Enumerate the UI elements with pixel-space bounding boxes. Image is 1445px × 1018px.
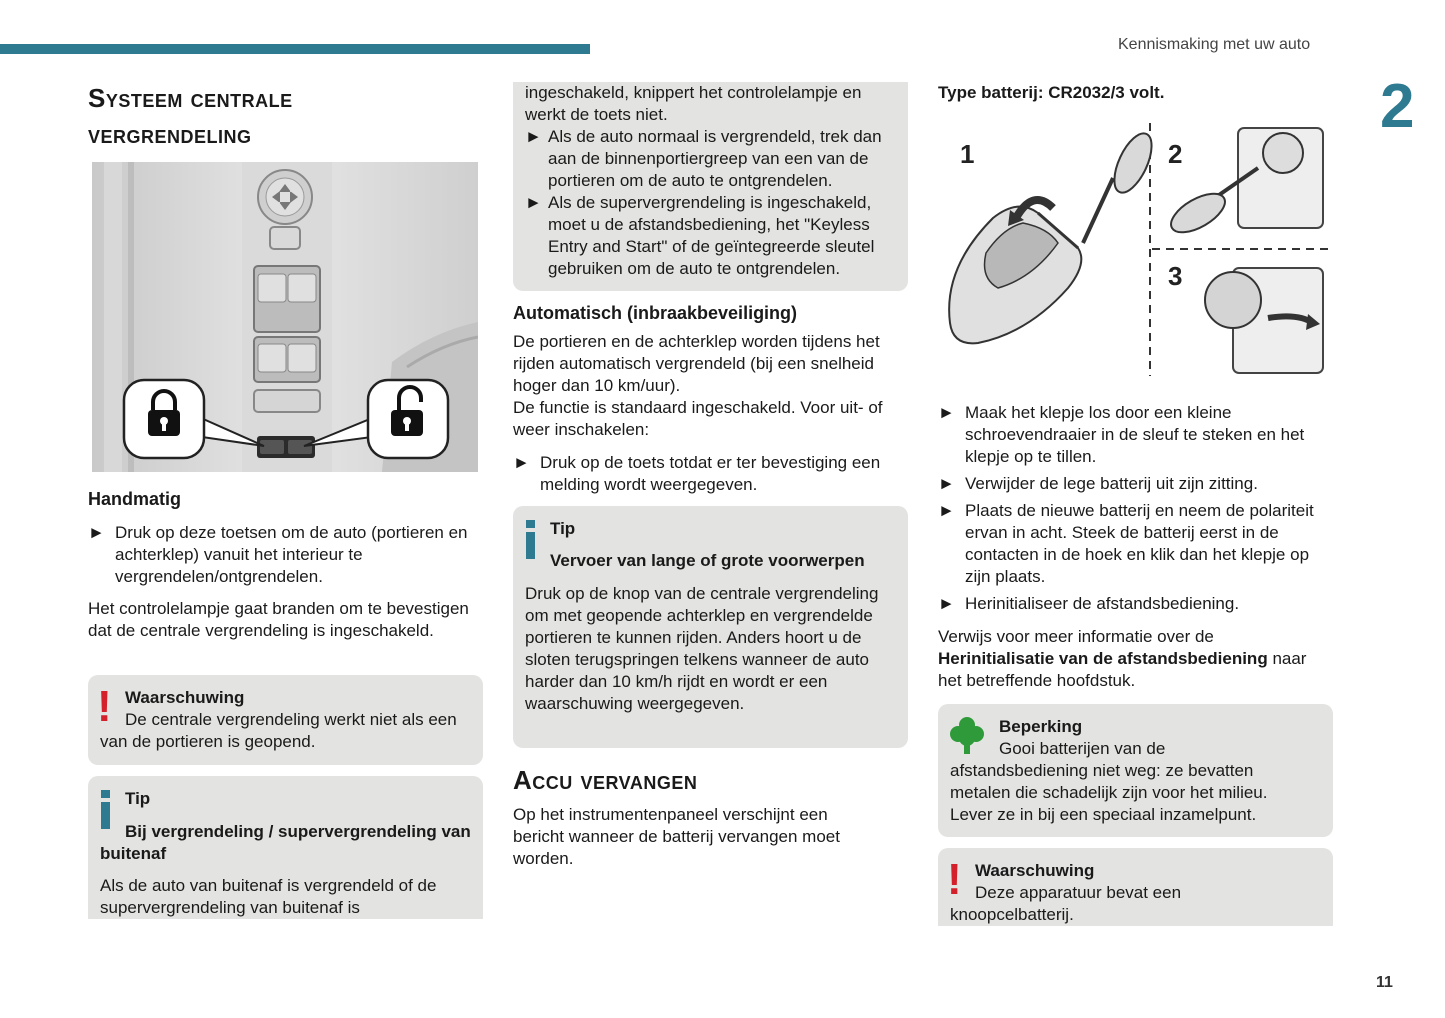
- bullet-text: Herinitialiseer de afstandsbediening.: [965, 594, 1240, 613]
- warning-box-2: [938, 848, 1333, 926]
- tip-continued-text: ingeschakeld, knippert het controlelampje en werkt de toets niet.: [525, 83, 862, 124]
- tip-box-2: [513, 506, 908, 748]
- list-item: [513, 452, 908, 496]
- bullet-text: Verwijder de lege batterij uit zijn zitting.: [965, 474, 1258, 493]
- bullet-arrow-icon: ►: [938, 474, 955, 493]
- page-number: 11: [1376, 974, 1393, 991]
- battery-steps: [938, 402, 1333, 692]
- list-item: [938, 473, 1333, 495]
- list-item: [88, 522, 483, 588]
- list-item: [938, 593, 1333, 615]
- bullet-arrow-icon: ►: [513, 453, 530, 472]
- reference-link-text: Herinitialisatie van de afstandsbediening: [938, 649, 1268, 668]
- door-panel-figure: [92, 162, 478, 472]
- battery-replacement-figure: [938, 118, 1333, 380]
- accu-paragraph: Op het instrumentenpaneel verschijnt een bericht wanneer de batterij vervangen moet worden.: [513, 805, 840, 868]
- bullet-arrow-icon: ►: [88, 523, 105, 542]
- warning-text: De centrale vergrendeling werkt niet als een van de portieren is geopend.: [100, 710, 457, 751]
- tip-continued: [525, 82, 900, 280]
- tip-text: Als de auto van buitenaf is vergrendeld of de supervergrendeling van buitenaf is: [100, 876, 437, 917]
- list-item: [525, 126, 900, 192]
- chapter-number: 2: [1380, 72, 1415, 141]
- reference-text: Verwijs voor meer informatie over de: [938, 627, 1214, 646]
- running-header: Kennismaking met uw auto: [1118, 36, 1311, 53]
- tip2-subtitle: Vervoer van lange of grote voorwerpen: [550, 551, 865, 570]
- column-2-body: [513, 301, 908, 496]
- warning2-title: Waarschuwing: [975, 861, 1095, 880]
- title-line-1: Systeem centrale: [88, 83, 293, 113]
- bullet-text: Druk op de toets totdat er ter bevestiging een melding wordt weergegeven.: [540, 453, 881, 494]
- column-1: [88, 80, 483, 152]
- tip-title: Tip: [125, 789, 151, 808]
- bullet-arrow-icon: ►: [938, 403, 955, 422]
- figure-label-3: 3: [1168, 261, 1183, 291]
- automatic-paragraph-2: De functie is standaard ingeschakeld. Voor uit- of weer inschakelen:: [513, 398, 883, 439]
- manual-heading: Handmatig: [88, 489, 182, 509]
- reference-text-end: naar het betreffende hoofdstuk.: [938, 649, 1307, 690]
- accu-title: Accu vervangen: [513, 765, 698, 795]
- figure-label-1: 1: [960, 139, 975, 169]
- header-accent-bar: [0, 44, 590, 54]
- battery-type-text: Type batterij: CR2032/3 volt.: [938, 83, 1165, 102]
- info-icon: [526, 520, 535, 559]
- figure-label-2: 2: [1168, 139, 1183, 169]
- tip-box: [88, 776, 483, 919]
- automatic-heading: Automatisch (inbraakbeveiliging): [513, 303, 798, 323]
- title-line-2: vergrendeling: [88, 119, 252, 149]
- reference-paragraph: [938, 626, 1333, 692]
- list-item: [938, 500, 1333, 588]
- bullet-text: Maak het klepje los door een kleine schroevendraaier in de sleuf te steken en het klepje op te tillen.: [965, 403, 1305, 466]
- environment-text: Gooi batterijen van de afstandsbediening niet weg: ze bevatten metalen die schadelijk zijn voor het milieu. Lever ze in bij een speciaal inzamelpunt.: [950, 739, 1268, 824]
- tip-box-continued: [513, 82, 908, 291]
- bullet-text: Plaats de nieuwe batterij en neem de polariteit ervan in acht. Steek de batterij eerst in de contacten in de hoek en klik dan het klepje op zijn plaats.: [965, 501, 1314, 586]
- section-title: [88, 80, 483, 152]
- bullet-arrow-icon: ►: [938, 501, 955, 520]
- tip-subtitle: Bij vergrendeling / supervergrendeling van buitenaf: [100, 822, 471, 863]
- environment-box: [938, 704, 1333, 837]
- automatic-paragraph-1: De portieren en de achterklep worden tijdens het rijden automatisch vergrendeld (bij een snelheid hoger dan 10 km/uur).: [513, 332, 880, 395]
- column-1-body: [88, 487, 483, 642]
- bullet-text: Als de auto normaal is vergrendeld, trek dan aan de binnenportiergreep van een van de portieren om de auto te ontgrendelen.: [548, 127, 882, 190]
- warning-title: Waarschuwing: [125, 688, 245, 707]
- tip2-title: Tip: [550, 519, 576, 538]
- list-item: [938, 402, 1333, 468]
- bullet-text: Druk op deze toetsen om de auto (portieren en achterklep) vanuit het interieur te vergrendelen/ontgrendelen.: [115, 523, 468, 586]
- list-item: [525, 192, 900, 280]
- tip2-text: Druk op de knop van de centrale vergrendeling om met geopende achterklep en vergrendelde portieren te kunnen rijden. Anders hoort u de sloten terugspringen telkens wanneer de auto harder dan 10 km/h rijdt en wordt er een waarschuwing weergegeven.: [525, 584, 879, 713]
- manual-paragraph: Het controlelampje gaat branden om te bevestigen dat de centrale vergrendeling is ingeschakeld.: [88, 599, 469, 640]
- bullet-arrow-icon: ►: [938, 594, 955, 613]
- battery-type: [938, 82, 1333, 104]
- warning-icon: !: [97, 682, 112, 731]
- bullet-text: Als de supervergrendeling is ingeschakeld, moet u de afstandsbediening, het "Keyless Entry and Start" of de geïntegreerde sleutel gebruiken om de auto te ontgrendelen.: [548, 193, 875, 278]
- environment-title: Beperking: [999, 717, 1083, 736]
- warning2-text: Deze apparatuur bevat een knoopcelbatterij.: [950, 883, 1182, 924]
- accu-section: [513, 762, 908, 870]
- bullet-arrow-icon: ►: [525, 127, 542, 146]
- bullet-arrow-icon: ►: [525, 193, 542, 212]
- warning-box: [88, 675, 483, 765]
- warning-icon: !: [947, 855, 962, 904]
